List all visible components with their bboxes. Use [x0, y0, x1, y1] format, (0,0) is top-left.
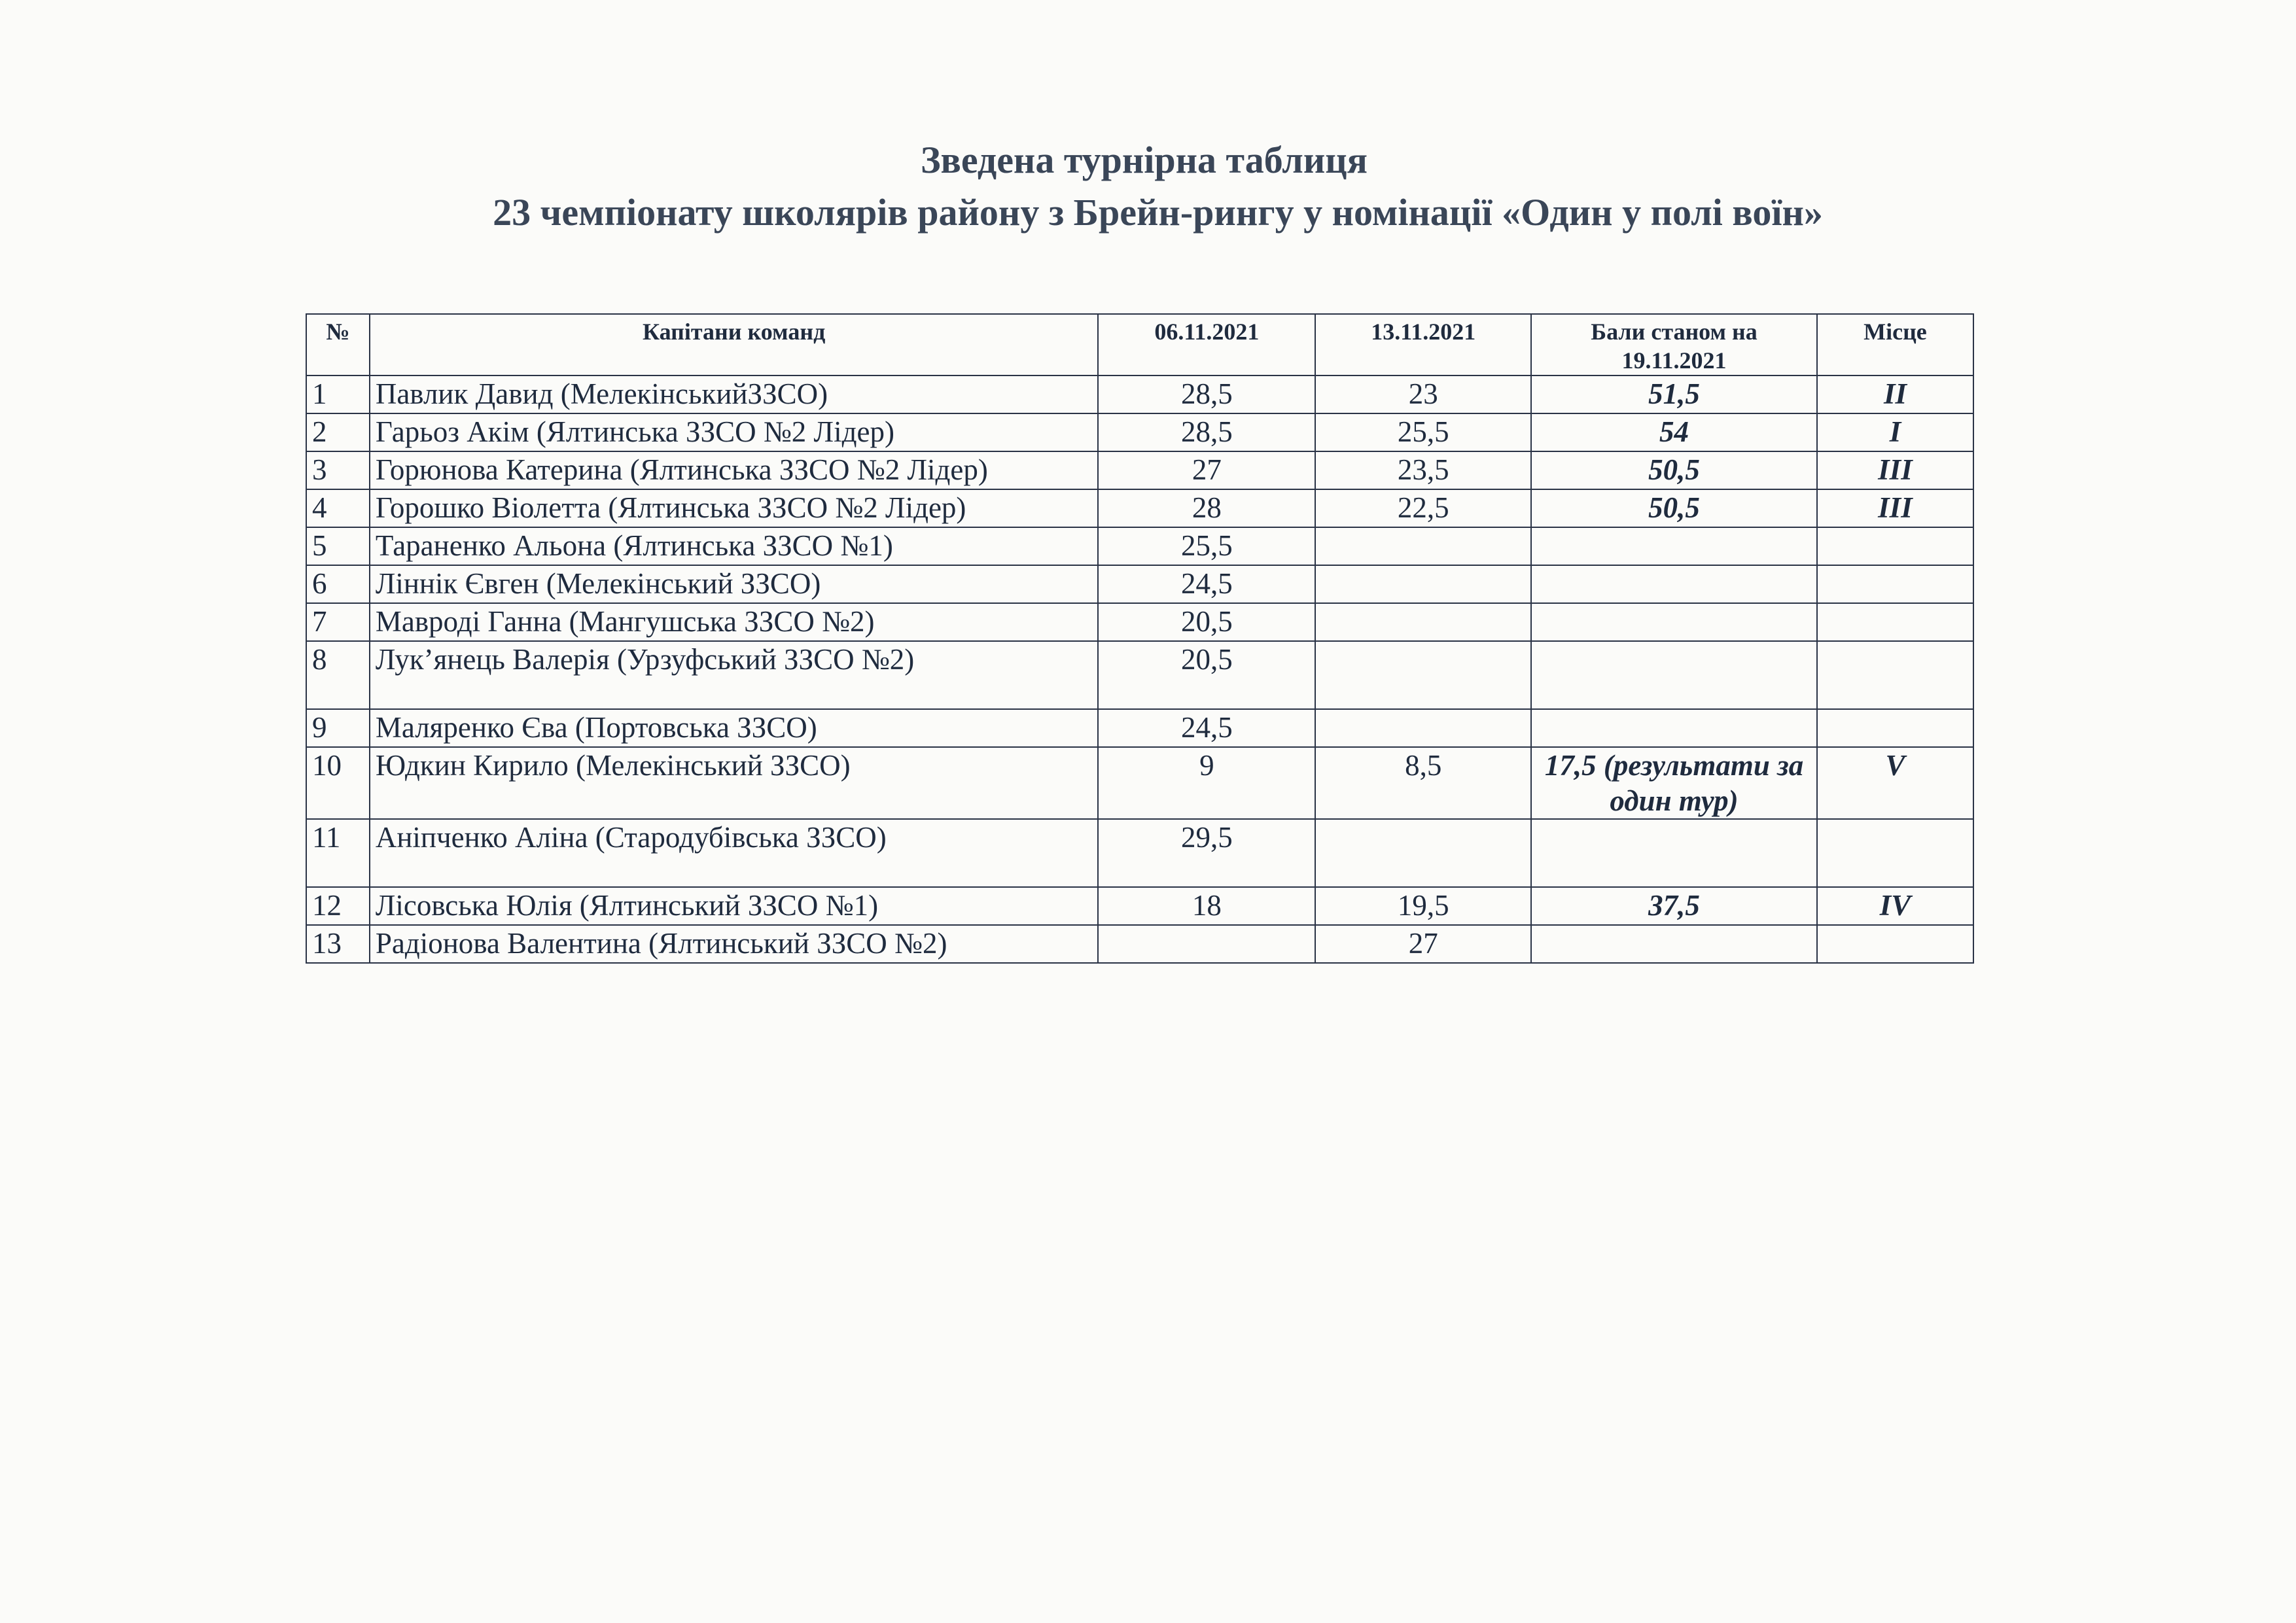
row-name: Радіонова Валентина (Ялтинський ЗЗСО №2): [370, 925, 1099, 963]
row-num: 2: [306, 413, 370, 451]
row-name: Ліннік Євген (Мелекінський ЗЗСО): [370, 565, 1099, 603]
title-line-2: 23 чемпіонату школярів району з Брейн-рингу у номінації «Один у полі воїн»: [493, 191, 1823, 234]
row-date2: [1315, 641, 1531, 709]
row-place: III: [1817, 489, 1973, 527]
row-date2: [1315, 527, 1531, 565]
row-date2: [1315, 819, 1531, 887]
row-name: Горошко Віолетта (Ялтинська ЗЗСО №2 Лідер): [370, 489, 1099, 527]
row-place: [1817, 925, 1973, 963]
row-date1: 28,5: [1098, 413, 1315, 451]
row-place: IV: [1817, 887, 1973, 925]
row-date2: 19,5: [1315, 887, 1531, 925]
row-date2: [1315, 709, 1531, 747]
row-place: [1817, 641, 1973, 709]
row-num: 11: [306, 819, 370, 887]
header-date1: 06.11.2021: [1098, 314, 1315, 375]
row-date2: [1315, 603, 1531, 641]
row-name: Маляренко Єва (Портовська ЗЗСО): [370, 709, 1099, 747]
row-name: Тараненко Альона (Ялтинська ЗЗСО №1): [370, 527, 1099, 565]
row-date1: 29,5: [1098, 819, 1315, 887]
row-name: Юдкин Кирило (Мелекінський ЗЗСО): [370, 747, 1099, 819]
row-num: 12: [306, 887, 370, 925]
row-points: [1531, 641, 1817, 709]
row-place: [1817, 603, 1973, 641]
standings-table: [306, 313, 1974, 964]
row-date1: 20,5: [1098, 603, 1315, 641]
table-row: [306, 527, 1973, 565]
row-num: 1: [306, 375, 370, 413]
document-title: [0, 134, 2296, 239]
row-date1: 24,5: [1098, 709, 1315, 747]
row-date1: 28,5: [1098, 375, 1315, 413]
row-points: 51,5: [1531, 375, 1817, 413]
table-row: [306, 709, 1973, 747]
title-line-1: Зведена турнірна таблиця: [920, 139, 1368, 181]
table-row: [306, 489, 1973, 527]
table-row: [306, 603, 1973, 641]
row-num: 6: [306, 565, 370, 603]
row-date2: 8,5: [1315, 747, 1531, 819]
row-place: V: [1817, 747, 1973, 819]
table-row: [306, 451, 1973, 489]
header-name: Капітани команд: [370, 314, 1099, 375]
table-row: [306, 641, 1973, 709]
row-points: 50,5: [1531, 451, 1817, 489]
header-points: Бали станом на 19.11.2021: [1531, 314, 1817, 375]
row-points: 37,5: [1531, 887, 1817, 925]
row-date1: 24,5: [1098, 565, 1315, 603]
row-points: 54: [1531, 413, 1817, 451]
row-place: II: [1817, 375, 1973, 413]
row-place: [1817, 565, 1973, 603]
row-date2: 27: [1315, 925, 1531, 963]
row-date1: 20,5: [1098, 641, 1315, 709]
row-name: Горюнова Катерина (Ялтинська ЗЗСО №2 Лідер): [370, 451, 1099, 489]
row-date1: [1098, 925, 1315, 963]
row-date2: 23,5: [1315, 451, 1531, 489]
row-name: Павлик Давид (МелекінськийЗЗСО): [370, 375, 1099, 413]
row-points: 50,5: [1531, 489, 1817, 527]
row-name: Мавроді Ганна (Мангушська ЗЗСО №2): [370, 603, 1099, 641]
row-date1: 25,5: [1098, 527, 1315, 565]
row-num: 3: [306, 451, 370, 489]
table-row: [306, 887, 1973, 925]
row-points: [1531, 925, 1817, 963]
row-date1: 28: [1098, 489, 1315, 527]
row-num: 9: [306, 709, 370, 747]
row-points: [1531, 565, 1817, 603]
row-date1: 27: [1098, 451, 1315, 489]
table-row: [306, 375, 1973, 413]
row-num: 13: [306, 925, 370, 963]
row-num: 4: [306, 489, 370, 527]
row-name: Лук’янець Валерія (Урзуфський ЗЗСО №2): [370, 641, 1099, 709]
row-place: [1817, 819, 1973, 887]
row-date2: 23: [1315, 375, 1531, 413]
table-header-row: [306, 314, 1973, 375]
row-num: 5: [306, 527, 370, 565]
row-place: I: [1817, 413, 1973, 451]
row-points: [1531, 819, 1817, 887]
table-row: [306, 413, 1973, 451]
table-row: [306, 747, 1973, 819]
header-date2: 13.11.2021: [1315, 314, 1531, 375]
row-date2: 22,5: [1315, 489, 1531, 527]
row-num: 10: [306, 747, 370, 819]
header-place: Місце: [1817, 314, 1973, 375]
row-num: 7: [306, 603, 370, 641]
row-points: [1531, 527, 1817, 565]
row-date1: 9: [1098, 747, 1315, 819]
row-points: 17,5 (результати за один тур): [1531, 747, 1817, 819]
row-points: [1531, 603, 1817, 641]
table-row: [306, 819, 1973, 887]
row-name: Гарьоз Акім (Ялтинська ЗЗСО №2 Лідер): [370, 413, 1099, 451]
table-row: [306, 565, 1973, 603]
row-place: [1817, 709, 1973, 747]
row-date2: [1315, 565, 1531, 603]
row-place: [1817, 527, 1973, 565]
table-row: [306, 925, 1973, 963]
row-points: [1531, 709, 1817, 747]
row-place: III: [1817, 451, 1973, 489]
row-date1: 18: [1098, 887, 1315, 925]
row-name: Аніпченко Аліна (Стародубівська ЗЗСО): [370, 819, 1099, 887]
row-num: 8: [306, 641, 370, 709]
header-num: №: [306, 314, 370, 375]
row-name: Лісовська Юлія (Ялтинський ЗЗСО №1): [370, 887, 1099, 925]
row-date2: 25,5: [1315, 413, 1531, 451]
